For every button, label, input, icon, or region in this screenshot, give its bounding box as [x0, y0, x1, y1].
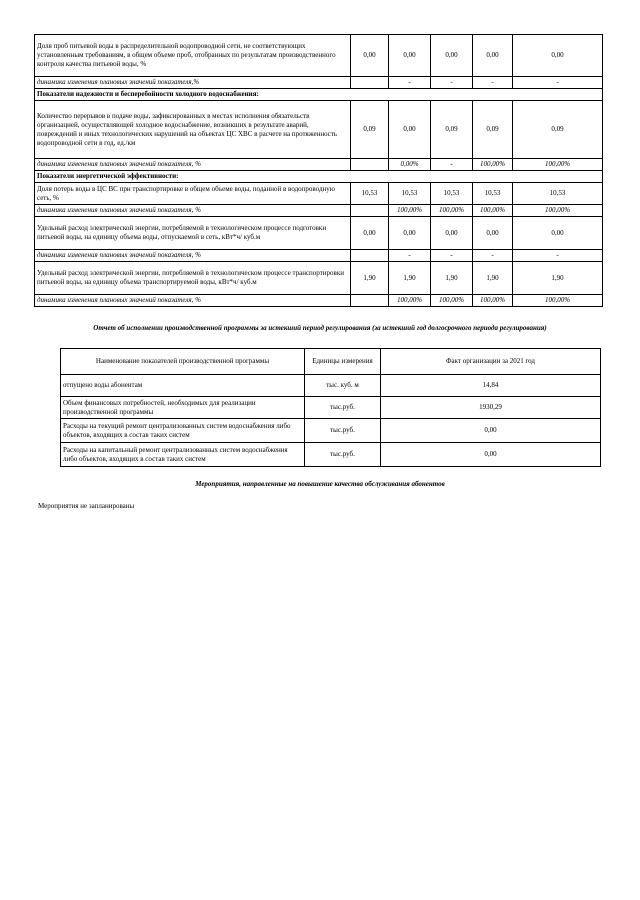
program-unit: тыс. куб. м [305, 375, 381, 397]
header-unit: Единицы измерения [305, 349, 381, 375]
indicator-label: Доля потерь воды в ЦС ВС при транспортировке в общем объеме воды, поданной в водопроводную сеть, % [35, 183, 351, 205]
indicator-row [35, 159, 603, 171]
indicator-label: динамика изменения плановых значений показателя, % [35, 295, 351, 307]
indicator-label: динамика изменения плановых значений показателя, % [35, 159, 351, 171]
indicator-value: 100,00% [513, 295, 603, 307]
indicator-value: 1,90 [389, 262, 431, 295]
indicator-value: - [389, 77, 431, 89]
indicator-value: 0,00 [473, 217, 513, 250]
indicator-row [35, 262, 603, 295]
indicator-value: - [513, 250, 603, 262]
indicator-value [351, 250, 389, 262]
indicator-value: 0,00 [389, 101, 431, 159]
indicator-value: 0,00 [513, 217, 603, 250]
indicator-value: - [513, 77, 603, 89]
header-fact: Факт организации за 2021 год [381, 349, 601, 375]
indicator-label: динамика изменения плановых значений показателя, % [35, 205, 351, 217]
program-table-header [61, 349, 601, 375]
indicator-value: - [473, 77, 513, 89]
indicator-row [35, 171, 603, 183]
program-unit: тыс.руб. [305, 419, 381, 443]
indicator-value: 0,09 [513, 101, 603, 159]
indicator-value: 1,90 [351, 262, 389, 295]
indicator-value: 1,90 [513, 262, 603, 295]
indicator-value: 10,53 [473, 183, 513, 205]
indicator-value: - [389, 250, 431, 262]
indicator-label: Удельный расход электрической энергии, потребляемой в технологическом процессе подготовки питьевой воды, на единицу объема воды, отпускаемой в сеть, кВт*ч/ куб.м [35, 217, 351, 250]
indicator-value: 100,00% [431, 295, 473, 307]
indicator-value: 100,00% [473, 159, 513, 171]
program-name: Расходы на капитальный ремонт централизованных систем водоснабжения либо объектов, входящих в состав таких систем [61, 443, 305, 467]
indicator-row [35, 183, 603, 205]
measures-title: Мероприятия, направленные на повышение качества обслуживания абонентов [195, 480, 445, 488]
program-name: Расходы на текущий ремонт централизованных систем водоснабжения либо объектов, входящих в состав таких систем [61, 419, 305, 443]
program-row [61, 397, 601, 419]
indicator-value: 10,53 [351, 183, 389, 205]
indicator-value [351, 295, 389, 307]
indicator-row [35, 205, 603, 217]
indicator-value: 1,90 [431, 262, 473, 295]
program-table [60, 348, 601, 467]
indicator-value: 1,90 [473, 262, 513, 295]
indicator-value: 0,00 [431, 35, 473, 77]
indicator-value [351, 205, 389, 217]
indicator-row [35, 77, 603, 89]
indicator-value: 0,00 [431, 217, 473, 250]
indicator-value: 0,00 [473, 35, 513, 77]
indicator-label: Доля проб питьевой воды в распределительной водопроводной сети, не соответствующих установленным требованиям, в общем объеме проб, отобранных по результатам производственного контроля качества питьевой воды, % [35, 35, 351, 77]
indicator-label: динамика изменения плановых значений показателя,% [35, 77, 351, 89]
indicator-value: 0,09 [351, 101, 389, 159]
program-fact: 0,00 [381, 419, 601, 443]
indicator-value: - [431, 77, 473, 89]
indicator-value [351, 77, 389, 89]
indicator-value: 100,00% [389, 295, 431, 307]
program-name: Объем финансовых потребностей, необходимых для реализации производственной программы [61, 397, 305, 419]
program-row [61, 419, 601, 443]
indicator-row [35, 35, 603, 77]
indicator-value: 0,00 [351, 217, 389, 250]
indicator-row [35, 295, 603, 307]
indicator-value: 0,09 [431, 101, 473, 159]
indicator-row [35, 250, 603, 262]
program-fact: 1930,29 [381, 397, 601, 419]
program-row [61, 375, 601, 397]
program-unit: тыс.руб. [305, 443, 381, 467]
indicator-value: 0,00% [389, 159, 431, 171]
program-name: отпущено воды абонентам [61, 375, 305, 397]
program-fact: 0,00 [381, 443, 601, 467]
indicator-value: 0,00 [389, 217, 431, 250]
indicator-value: 10,53 [513, 183, 603, 205]
indicator-value: - [431, 250, 473, 262]
indicator-value: 0,00 [389, 35, 431, 77]
program-row [61, 443, 601, 467]
indicator-value: 100,00% [473, 205, 513, 217]
indicator-value: 0,00 [513, 35, 603, 77]
indicator-label: Удельный расход электрической энергии, потребляемой в технологическом процессе транспортировки питьевой воды, на единицу объема транспортируемой воды, кВт*ч/ куб.м [35, 262, 351, 295]
indicator-value: 0,09 [473, 101, 513, 159]
header-name: Наименование показателей производственной программы [61, 349, 305, 375]
indicator-row [35, 101, 603, 159]
indicator-value: - [431, 159, 473, 171]
indicator-value: 100,00% [431, 205, 473, 217]
indicator-label: динамика изменения плановых значений показателя, % [35, 250, 351, 262]
indicator-value: 100,00% [513, 159, 603, 171]
program-fact: 14,84 [381, 375, 601, 397]
indicator-value: 100,00% [473, 295, 513, 307]
indicator-value: 0,00 [351, 35, 389, 77]
indicator-row [35, 217, 603, 250]
indicator-value: 10,53 [389, 183, 431, 205]
indicators-table [34, 34, 603, 307]
report-title: Отчет об исполнении производственной программы за истекший период регулирования (за истекший год долгосрочного периода регулирования) [93, 324, 547, 332]
indicator-value: 10,53 [431, 183, 473, 205]
indicator-label: Показатели энергетической эффективности: [35, 171, 603, 183]
indicator-value: - [473, 250, 513, 262]
indicator-value: 100,00% [513, 205, 603, 217]
indicator-value [351, 159, 389, 171]
indicator-label: Показатели надежности и бесперебойности холодного водоснабжения: [35, 89, 603, 101]
indicator-row [35, 89, 603, 101]
indicator-value: 100,00% [389, 205, 431, 217]
indicator-label: Количество перерывов в подаче воды, зафиксированных в местах исполнения обязательств организацией, осуществляющей холодное водоснабжение, возникших в результате аварий, повреждений и иных технологических нарушений на объектах ЦС ХВС в расчете на протяженность водопроводной сети в год, ед./км [35, 101, 351, 159]
program-unit: тыс.руб. [305, 397, 381, 419]
measures-text: Мероприятия не запланированы [38, 502, 135, 510]
